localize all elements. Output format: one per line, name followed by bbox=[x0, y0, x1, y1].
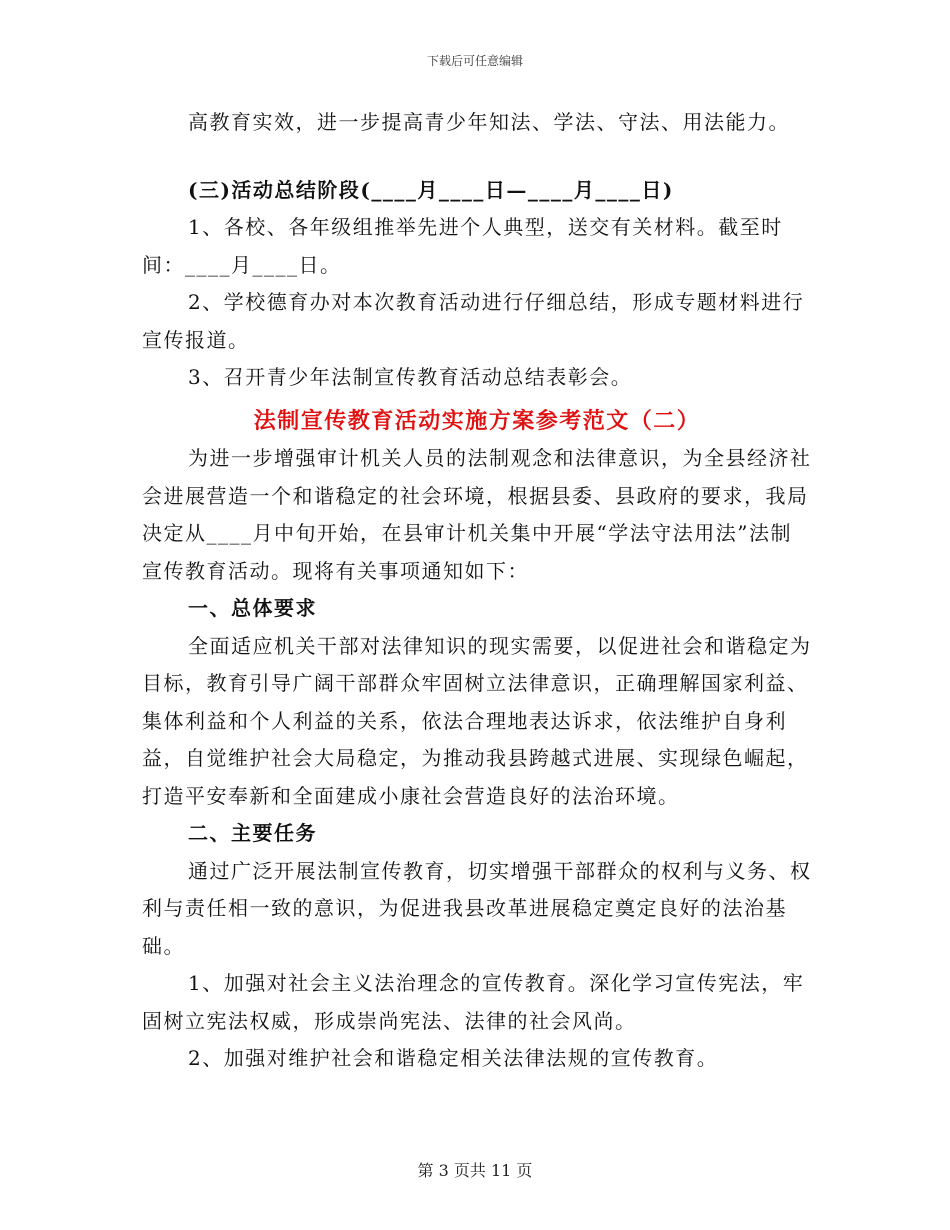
section-heading-summary-stage: (三)活动总结阶段(____月____日—____月____日) bbox=[188, 177, 674, 202]
paragraph-main-tasks: 通过广泛开展法制宣传教育，切实增强干部群众的权利与义务、权利与责任相一致的意识，为促进我县改革进展稳定奠定良好的法治基础。 bbox=[142, 858, 812, 958]
paragraph-task-2: 2、加强对维护社会和谐稳定相关法律法规的宣传教育。 bbox=[188, 1046, 719, 1070]
paragraph-general-requirements: 全面适应机关干部对法律知识的现实需要，以促进社会和谐稳定为目标，教育引导广阔干部群众牢固树立法律意识，正确理解国家利益、集体利益和个人利益的关系，依法合理地表达诉求，依法维护自身利益，自觉维护社会大局稳定，为推动我县跨越式进展、实现绿色崛起，打造平安奉新和全面建成小康社会营造良好的法治环境。 bbox=[142, 633, 812, 808]
page-header: 下载后可任意编辑 bbox=[426, 54, 523, 68]
paragraph-task-1: 1、加强对社会主义法治理念的宣传教育。深化学习宣传宪法，牢固树立宪法权威，形成崇尚宪法、法律的社会风尚。 bbox=[142, 971, 805, 1033]
paragraph-intro: 为进一步增强审计机关人员的法制观念和法律意识，为全县经济社会进展营造一个和谐稳定的社会环境，根据县委、县政府的要求，我局决定从____月中旬开始，在县审计机关集中开展“学法守法用法”法制宣传教育活动。现将有关事项通知如下： bbox=[142, 446, 812, 583]
paragraph-item-3: 3、召开青少年法制宣传教育活动总结表彰会。 bbox=[188, 365, 633, 389]
paragraph-item-2: 2、学校德育办对本次教育活动进行仔细总结，形成专题材料进行宣传报道。 bbox=[142, 290, 805, 352]
heading-general-requirements: 一、总体要求 bbox=[188, 596, 317, 620]
paragraph-continuation: 高教育实效，进一步提高青少年知法、学法、守法、用法能力。 bbox=[188, 110, 790, 134]
document-body bbox=[142, 104, 812, 1078]
heading-main-tasks: 二、主要任务 bbox=[188, 821, 317, 845]
page-footer: 第 3 页共 11 页 bbox=[417, 1161, 533, 1180]
document-title: 法制宣传教育活动实施方案参考范文（二） bbox=[253, 407, 701, 434]
paragraph-item-1: 1、各校、各年级组推举先进个人典型，送交有关材料。截至时间：____月____日。 bbox=[142, 215, 783, 277]
